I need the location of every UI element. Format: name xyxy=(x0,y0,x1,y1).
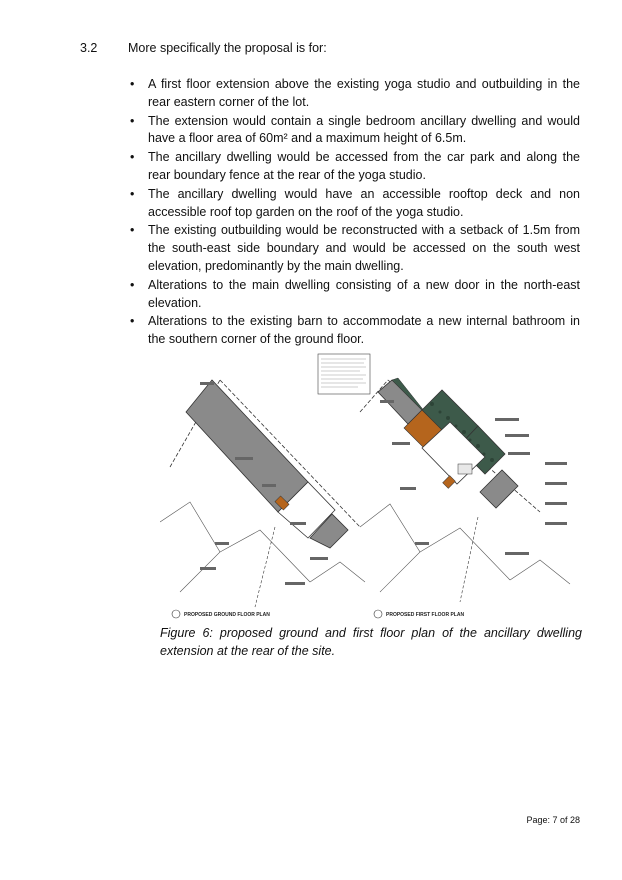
ground-floor-plan xyxy=(160,380,365,618)
first-floor-plan xyxy=(360,378,570,618)
list-item: • Alterations to the existing barn to accommodate a new internal bathroom in the southern corner of the ground floor. xyxy=(128,313,580,349)
plan-marker xyxy=(172,610,180,618)
proposal-list xyxy=(128,76,580,350)
first-floor-title: PROPOSED FIRST FLOOR PLAN xyxy=(386,612,465,618)
list-item: • The extension would contain a single bedroom ancillary dwelling and would have a floor area of 60m² and a maximum height of 6.5m. xyxy=(128,113,580,149)
ground-floor-title: PROPOSED GROUND FLOOR PLAN xyxy=(184,612,270,618)
existing-barn xyxy=(186,380,308,512)
list-item: • The ancillary dwelling would be accessed from the car park and along the rear boundary fence at the rear of the yoga studio. xyxy=(128,149,580,185)
plan-marker xyxy=(374,610,382,618)
floor-plan-drawing xyxy=(160,352,580,622)
list-item: • The existing outbuilding would be reconstructed with a setback of 1.5m from the south-east side boundary and would be accessed on the south west elevation, predominantly by the main dwelling. xyxy=(128,222,580,275)
list-item: • Alterations to the main dwelling consisting of a new door in the north-east elevation. xyxy=(128,277,580,313)
figure-caption: Figure 6: proposed ground and first floor plan of the ancillary dwelling extension at the rear of the site. xyxy=(160,626,582,658)
section-intro: More specifically the proposal is for: xyxy=(128,41,327,55)
page-number: Page: 7 of 28 xyxy=(526,815,580,825)
section-number: 3.2 xyxy=(80,41,98,55)
list-item: • A first floor extension above the existing yoga studio and outbuilding in the rear eastern corner of the lot. xyxy=(128,76,580,112)
list-item: • The ancillary dwelling would have an accessible rooftop deck and non accessible roof top garden on the roof of the yoga studio. xyxy=(128,186,580,222)
floor-plan-figure xyxy=(160,352,580,622)
notes-box xyxy=(318,354,370,394)
